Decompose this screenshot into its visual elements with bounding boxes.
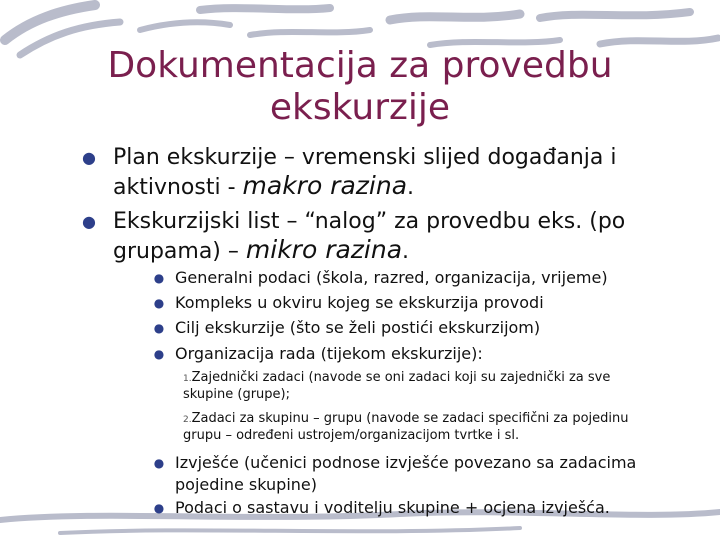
bullet-dot-icon: ● [82, 148, 96, 167]
sub-bullet-cilj: ● Cilj ekskurzije (što se želi postići ekskurzijom) [153, 318, 541, 337]
bullet-dot-icon: ● [153, 271, 165, 285]
bullet-dot-icon: ● [153, 456, 165, 470]
emphasis-text: mikro razina [245, 235, 403, 264]
item-number: 1. [183, 374, 192, 384]
sub-bullet-organizacija: ● Organizacija rada (tijekom ekskurzije): [153, 344, 483, 363]
title-line-1: Dokumentacija za provedbu [107, 45, 613, 86]
title-line-2: ekskurzije [269, 87, 451, 128]
sub-bullet-podaci-o-sastavu: ● Podaci o sastavu i voditelju skupine + ocjena izvješća. [153, 498, 610, 517]
numbered-item-1: 1.Zajednički zadaci (navode se oni zadaci koji su zajednički za sve skupine (grupe); [183, 370, 611, 402]
bullet-dot-icon: ● [153, 347, 165, 361]
sub-bullet-kompleks: ● Kompleks u okviru kojeg se ekskurzija provodi [153, 293, 544, 312]
bullet-line-continued: grupama) – mikro razina. [113, 235, 410, 264]
slide-title [40, 45, 680, 129]
bullet-plan-ekskurzije [82, 144, 713, 202]
sub-bullet-izvjesce: ● Izvješće (učenici podnose izvješće povezano sa zadacima pojedine skupine) [153, 453, 637, 494]
bullet-dot-icon: ● [153, 321, 165, 335]
numbered-item-2: 2.Zadaci za skupinu – grupu (navode se zadaci specifični za pojedinu grupu – određeni ustrojem/organizacijom tvrtke i sl. [183, 411, 629, 443]
item-number: 2. [183, 415, 192, 425]
bullet-dot-icon: ● [153, 296, 165, 310]
bullet-ekskurzijski-list [82, 208, 713, 266]
bullet-dot-icon: ● [82, 212, 96, 231]
bullet-line: Ekskurzijski list – “nalog” za provedbu eks. (po [113, 209, 626, 234]
emphasis-text: makro razina [242, 171, 408, 200]
bullet-line-continued: aktivnosti - makro razina. [113, 171, 415, 200]
bullet-line: Plan ekskurzije – vremenski slijed događanja i [113, 145, 617, 170]
sub-bullet-generalni-podaci: ● Generalni podaci (škola, razred, organizacija, vrijeme) [153, 268, 608, 287]
bullet-dot-icon: ● [153, 501, 165, 515]
